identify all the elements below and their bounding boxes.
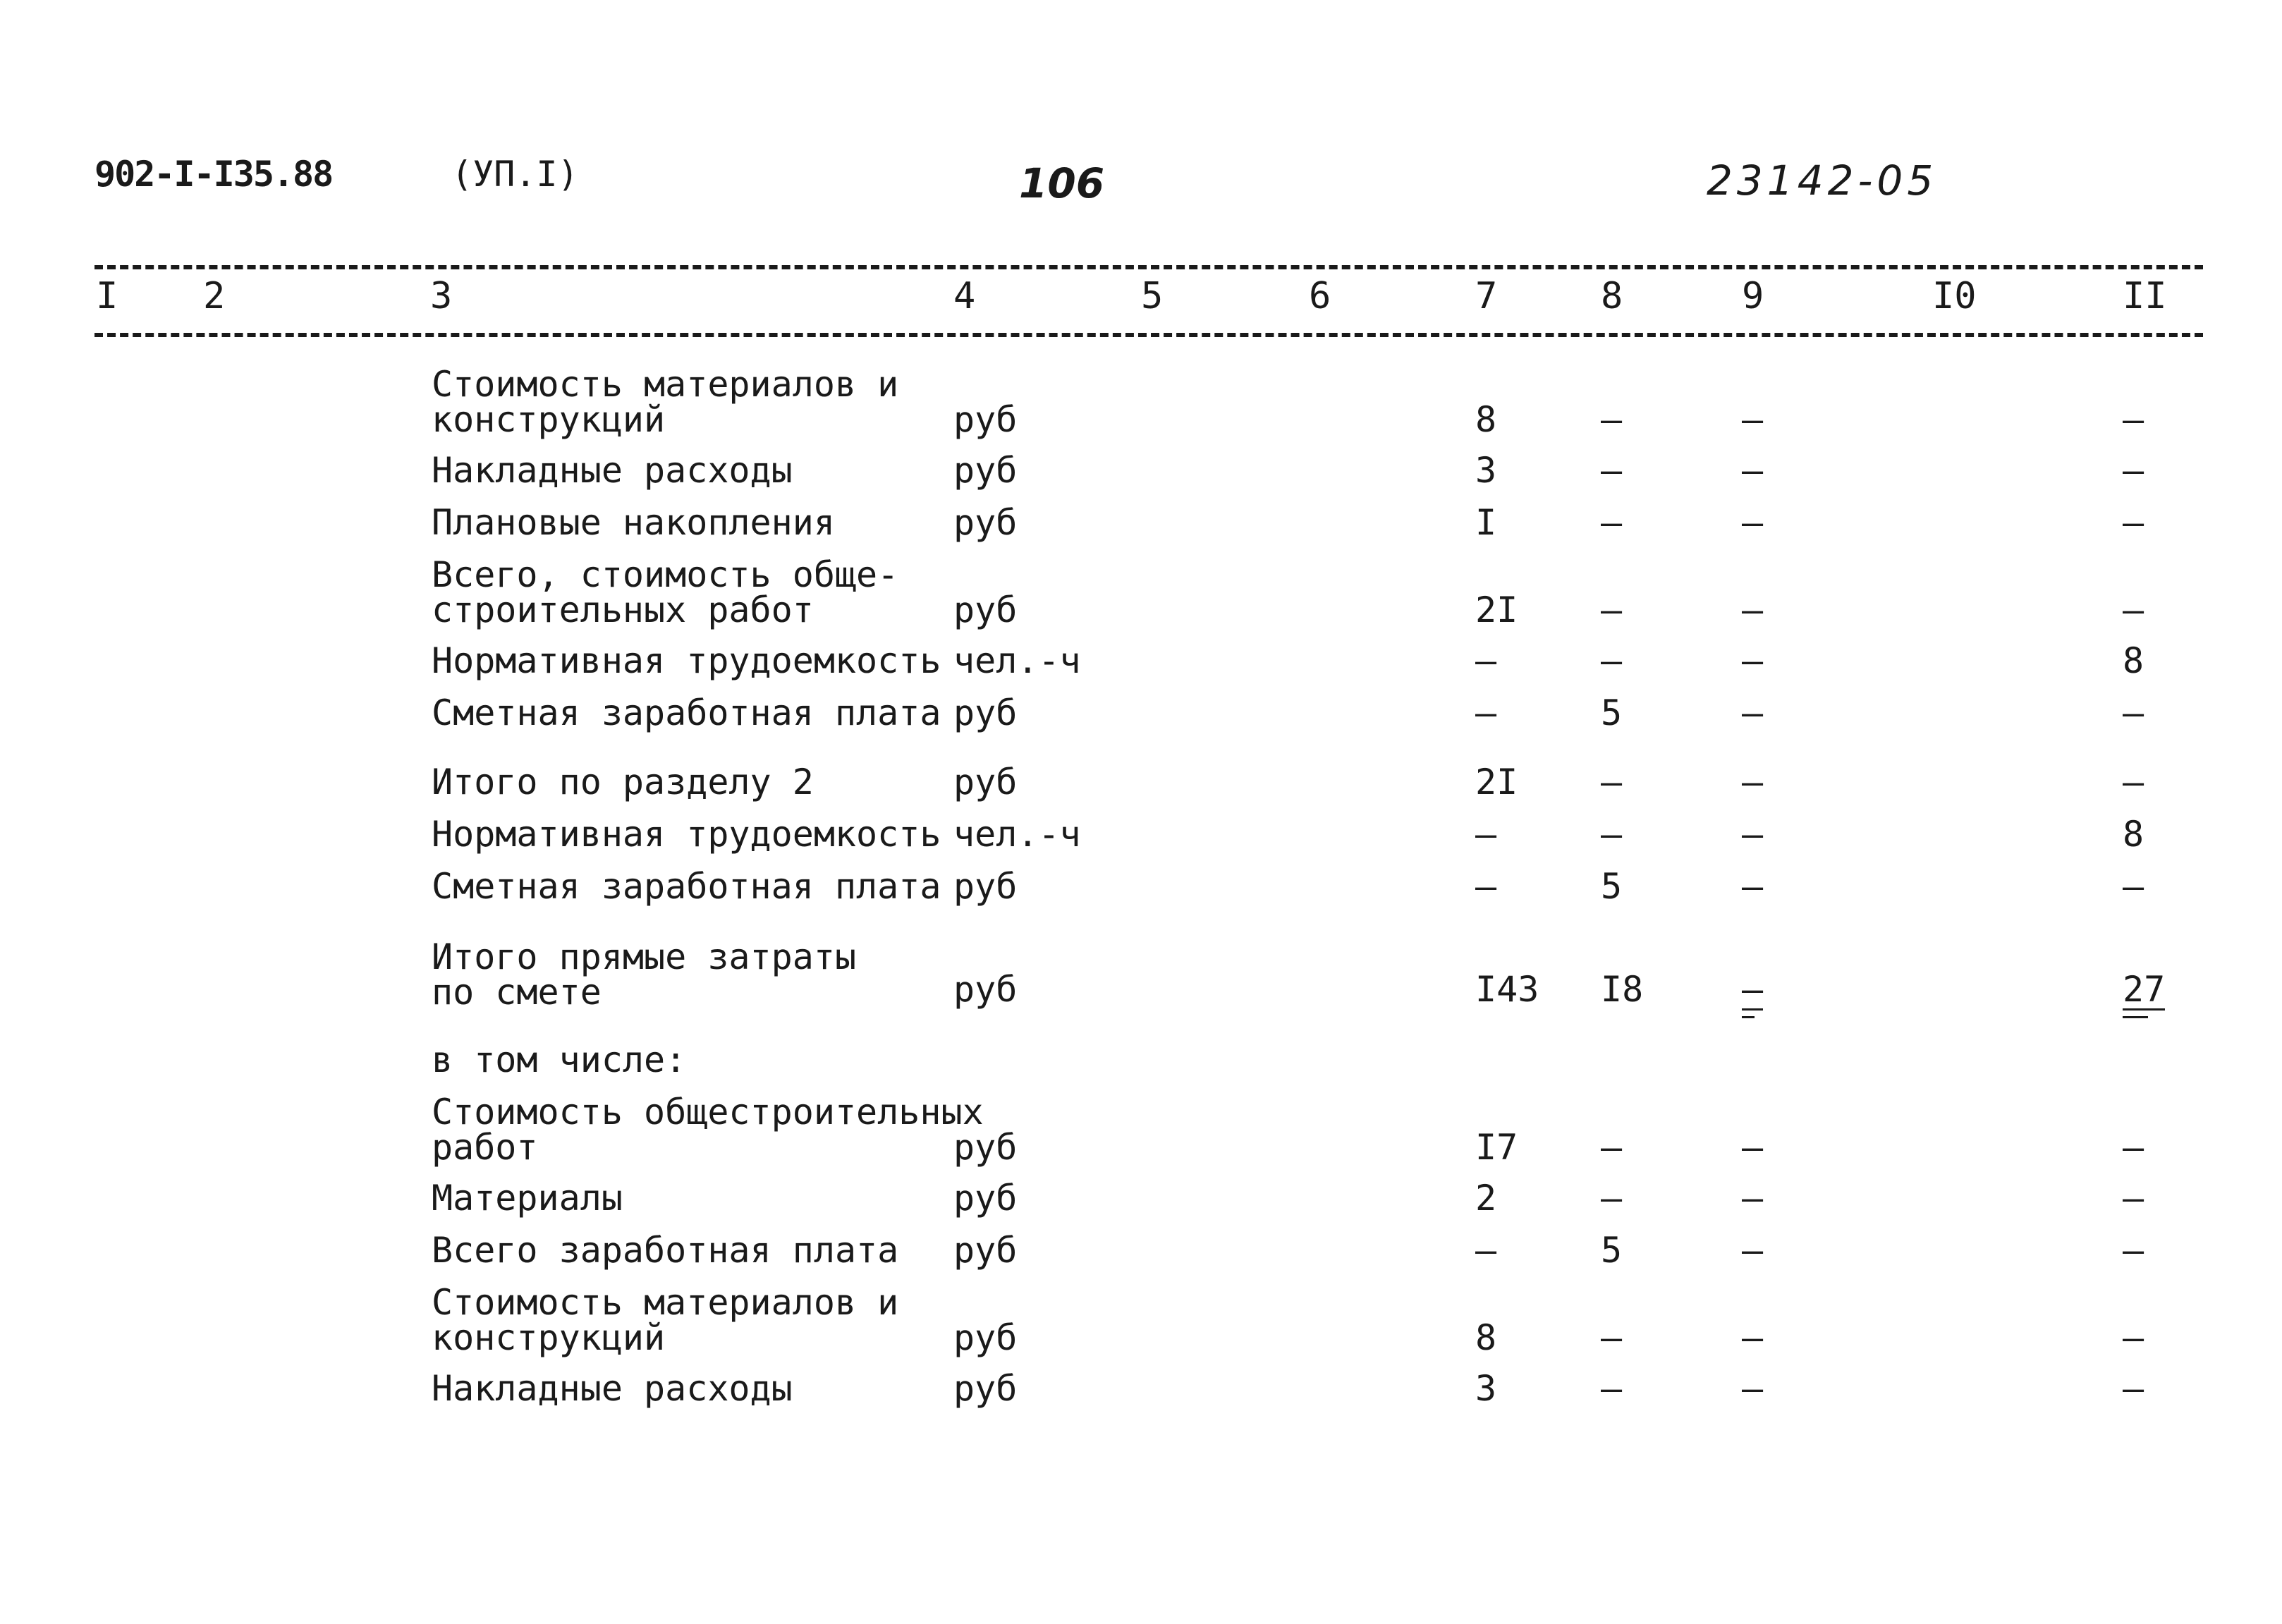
row-col7: 8 (1475, 399, 1497, 440)
row-name: в том числе: (432, 1039, 687, 1080)
column-number: 8 (1601, 275, 1623, 317)
row-col8: – (1601, 1127, 1623, 1168)
row-col8: 5 (1601, 1230, 1623, 1271)
row-name: Материалы (432, 1178, 623, 1219)
row-col7: – (1475, 814, 1497, 855)
row-name: Всего заработная плата (432, 1230, 899, 1271)
page-number: 106 (1019, 159, 1105, 207)
row-name: Итого по разделу 2 (432, 762, 814, 802)
row-col8: – (1601, 640, 1623, 681)
row-col11: – (2123, 502, 2144, 543)
row-unit: чел.-ч (953, 814, 1081, 855)
row-unit: руб (953, 866, 1018, 907)
row-col7: – (1475, 692, 1497, 733)
row-col11: – (2123, 590, 2144, 630)
row-col8: – (1601, 1178, 1623, 1219)
column-number: 3 (430, 275, 453, 317)
row-col9: – (1742, 1368, 1764, 1409)
row-col8: I8 (1601, 969, 1644, 1010)
table-top-rule (94, 265, 2203, 269)
row-col9: – (1742, 399, 1764, 440)
row-col8: – (1601, 450, 1623, 491)
row-col8: – (1601, 1368, 1623, 1409)
row-col11: 8 (2123, 814, 2144, 855)
row-name: Накладные расходы (432, 450, 793, 491)
row-col7: – (1475, 640, 1497, 681)
row-unit: руб (953, 969, 1018, 1010)
column-number: I (96, 275, 118, 317)
row-name: Всего, стоимость обще- строительных работ (432, 554, 899, 630)
row-col11: 8 (2123, 640, 2144, 681)
row-name: Накладные расходы (432, 1368, 793, 1409)
row-col7: 2I (1475, 762, 1518, 802)
column-number: 7 (1475, 275, 1498, 317)
row-unit: руб (953, 1368, 1018, 1409)
row-col7: 8 (1475, 1317, 1497, 1358)
column-number: 6 (1309, 275, 1331, 317)
column-number: 4 (953, 275, 976, 317)
row-col11: – (2123, 1230, 2144, 1271)
row-col8: – (1601, 399, 1623, 440)
row-col9 (1742, 969, 1764, 1011)
row-col9: – (1742, 692, 1764, 733)
row-col9: – (1742, 640, 1764, 681)
double-underline-value: – (1742, 969, 1764, 1010)
row-col8: – (1601, 502, 1623, 543)
row-col8: – (1601, 590, 1623, 630)
row-col7: I (1475, 502, 1497, 543)
row-col8: – (1601, 1317, 1623, 1358)
column-number: 2 (203, 275, 226, 317)
row-name: Стоимость общестроительных работ (432, 1092, 984, 1168)
row-unit: чел.-ч (953, 640, 1081, 681)
row-unit: руб (953, 399, 1018, 440)
row-col7: 2 (1475, 1178, 1497, 1219)
row-name: Плановые накопления (432, 502, 835, 543)
row-col9: – (1742, 502, 1764, 543)
row-col7: – (1475, 1230, 1497, 1271)
row-unit: руб (953, 1127, 1018, 1168)
row-name: Итого прямые затраты по смете (432, 936, 857, 1013)
column-number: 5 (1141, 275, 1164, 317)
row-unit: руб (953, 762, 1018, 802)
column-number: I0 (1932, 275, 1977, 317)
row-unit: руб (953, 590, 1018, 630)
row-col11 (2123, 969, 2166, 1011)
row-col8: 5 (1601, 692, 1623, 733)
row-col7: 2I (1475, 590, 1518, 630)
document-part: (УП.I) (451, 154, 579, 195)
row-col9: – (1742, 814, 1764, 855)
row-name: Нормативная трудоемкость (432, 640, 941, 681)
row-name: Сметная заработная плата (432, 866, 941, 907)
row-col9: – (1742, 590, 1764, 630)
row-unit: руб (953, 502, 1018, 543)
row-col11: – (2123, 1317, 2144, 1358)
row-unit: руб (953, 450, 1018, 491)
table-header-rule (94, 333, 2203, 337)
row-col11: – (2123, 450, 2144, 491)
double-underline-value: 27 (2123, 969, 2166, 1010)
row-col9: – (1742, 866, 1764, 907)
row-col9: – (1742, 1230, 1764, 1271)
row-col7: I43 (1475, 969, 1539, 1010)
row-name: Нормативная трудоемкость (432, 814, 941, 855)
row-col11: – (2123, 866, 2144, 907)
row-col8: – (1601, 762, 1623, 802)
archive-number: 23142-05 (1707, 157, 1938, 204)
row-col11: – (2123, 1178, 2144, 1219)
row-name: Стоимость материалов и конструкций (432, 1282, 899, 1358)
row-col9: – (1742, 762, 1764, 802)
column-number: II (2123, 275, 2167, 317)
row-col11: – (2123, 399, 2144, 440)
row-unit: руб (953, 1317, 1018, 1358)
row-col11: – (2123, 1127, 2144, 1168)
row-col9: – (1742, 1127, 1764, 1168)
row-col11: – (2123, 1368, 2144, 1409)
row-col9: – (1742, 1178, 1764, 1219)
row-col7: 3 (1475, 1368, 1497, 1409)
row-col11: – (2123, 762, 2144, 802)
row-col7: I7 (1475, 1127, 1518, 1168)
row-name: Сметная заработная плата (432, 692, 941, 733)
row-col7: 3 (1475, 450, 1497, 491)
row-col9: – (1742, 1317, 1764, 1358)
row-col9: – (1742, 450, 1764, 491)
row-col7: – (1475, 866, 1497, 907)
row-unit: руб (953, 692, 1018, 733)
row-unit: руб (953, 1230, 1018, 1271)
document-code: 902-I-I35.88 (94, 154, 333, 195)
row-col11: – (2123, 692, 2144, 733)
column-number: 9 (1742, 275, 1764, 317)
row-unit: руб (953, 1178, 1018, 1219)
row-col8: 5 (1601, 866, 1623, 907)
row-col8: – (1601, 814, 1623, 855)
row-name: Стоимость материалов и конструкций (432, 364, 899, 440)
